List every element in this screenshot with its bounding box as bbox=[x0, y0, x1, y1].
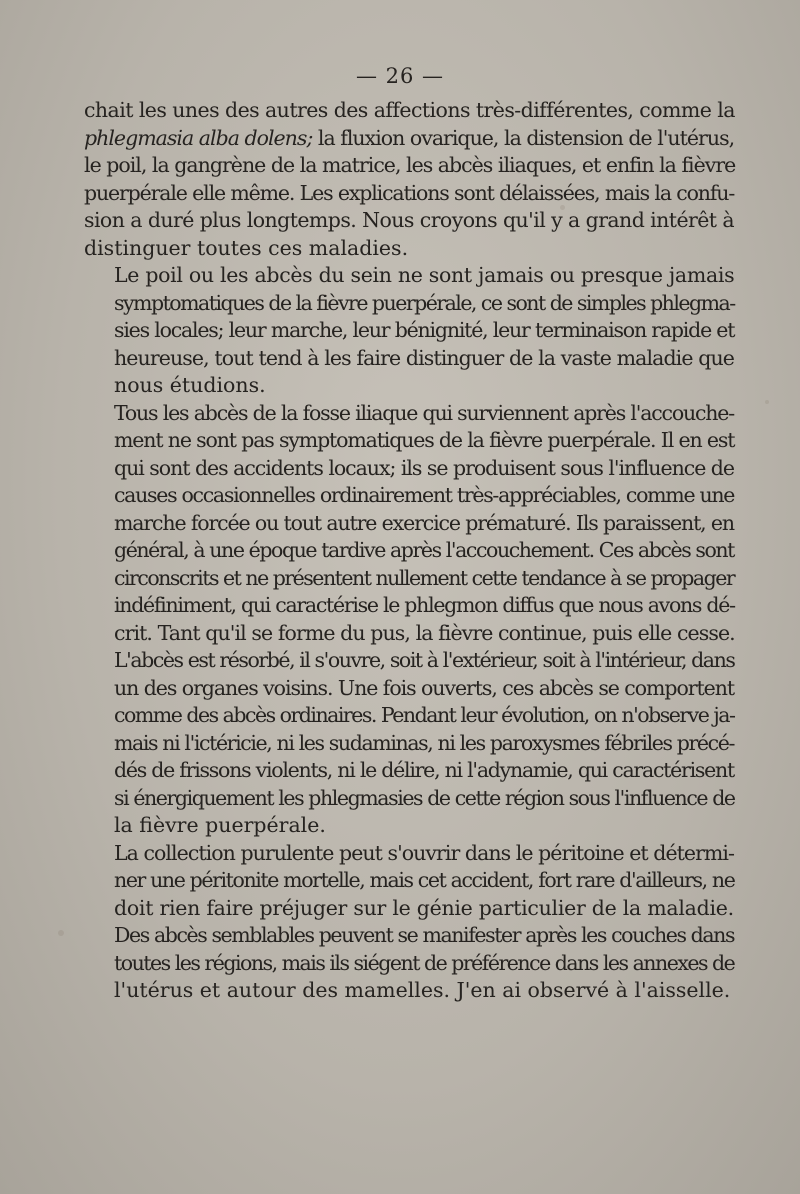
paper-stain bbox=[765, 400, 769, 404]
text-line: causes occasionnelles ordinairement très-appréciables, comme une bbox=[114, 483, 735, 507]
text-line: un des organes voisins. Une fois ouverts, ces abcès se comportent bbox=[114, 675, 735, 700]
paragraph-1 bbox=[84, 97, 734, 262]
text-line: symptomatiques de la fièvre puerpérale, ce sont de simples phlegma- bbox=[114, 290, 735, 315]
paper-stain bbox=[560, 205, 565, 210]
body-text bbox=[84, 97, 734, 1005]
text-line: si énergiquement les phlegmasies de cette région sous l'influence de bbox=[114, 785, 735, 810]
text-line: indéfiniment, qui caractérise le phlegmon diffus que nous avons dé- bbox=[114, 593, 735, 617]
text-line: ner une péritonite mortelle, mais cet accident, fort rare d'ailleurs, ne bbox=[114, 868, 735, 892]
paragraph-4 bbox=[84, 840, 734, 923]
text-line: nous étudions. bbox=[114, 373, 266, 397]
text-line: chait les unes des autres des affections très-différentes, comme la bbox=[84, 98, 735, 122]
text-line: général, à une époque tardive après l'accouchement. Ces abcès sont bbox=[114, 538, 734, 562]
text-line: la fièvre puerpérale. bbox=[114, 813, 326, 837]
text-line: l'utérus et autour des mamelles. J'en ai observé à l'aisselle. bbox=[114, 978, 731, 1002]
text-line: La collection purulente peut s'ouvrir dans le péritoine et détermi- bbox=[114, 840, 734, 865]
text-line: mais ni l'ictéricie, ni les sudaminas, ni les paroxysmes fébriles précé- bbox=[114, 730, 735, 755]
paper-stain bbox=[58, 930, 64, 936]
paragraph-5 bbox=[84, 922, 734, 1005]
text-line: qui sont des accidents locaux; ils se produisent sous l'influence de bbox=[114, 455, 734, 480]
text-line: comme des abcès ordinaires. Pendant leur évolution, on n'observe ja- bbox=[114, 703, 735, 727]
text-line: Des abcès semblables peuvent se manifester après les couches dans bbox=[114, 923, 735, 947]
text-line: phlegmasia alba dolens; la fluxion ovarique, la distension de l'utérus, bbox=[84, 125, 735, 150]
text-line: distinguer toutes ces maladies. bbox=[84, 235, 409, 260]
text-line: marche forcée ou tout autre exercice prématuré. Ils paraissent, en bbox=[114, 510, 734, 535]
text-line: puerpérale elle même. Les explications sont délaissées, mais la confu- bbox=[84, 180, 735, 205]
text-line: sies locales; leur marche, leur bénignité, leur terminaison rapide et bbox=[114, 318, 735, 342]
text-line: dés de frissons violents, ni le délire, ni l'adynamie, qui caractérisent bbox=[114, 758, 735, 782]
text-line: ment ne sont pas symptomatiques de la fièvre puerpérale. Il en est bbox=[114, 428, 735, 452]
text-line: heureuse, tout tend à les faire distinguer de la vaste maladie que bbox=[114, 345, 734, 370]
text-line: crit. Tant qu'il se forme du pus, la fièvre continue, puis elle cesse. bbox=[114, 620, 735, 645]
text-line: Le poil ou les abcès du sein ne sont jamais ou presque jamais bbox=[114, 263, 735, 287]
text-line: Tous les abcès de la fosse iliaque qui surviennent après l'accouche- bbox=[114, 400, 734, 425]
paragraph-3 bbox=[84, 400, 734, 840]
text-line: toutes les régions, mais ils siégent de préférence dans les annexes de bbox=[114, 950, 735, 975]
text-line: circonscrits et ne présentent nullement cette tendance à se propager bbox=[114, 565, 735, 590]
text-line: le poil, la gangrène de la matrice, les abcès iliaques, et enfin la fièvre bbox=[84, 153, 736, 177]
paragraph-2 bbox=[84, 262, 734, 400]
text-line: L'abcès est résorbé, il s'ouvre, soit à l'extérieur, soit à l'intérieur, dans bbox=[114, 648, 735, 672]
page-number: — 26 — bbox=[355, 64, 445, 88]
text-line: sion a duré plus longtemps. Nous croyons qu'il y a grand intérêt à bbox=[84, 208, 735, 232]
latin-term: phlegmasia alba dolens; bbox=[84, 125, 313, 150]
text-line: doit rien faire préjuger sur le génie particulier de la maladie. bbox=[114, 895, 734, 920]
